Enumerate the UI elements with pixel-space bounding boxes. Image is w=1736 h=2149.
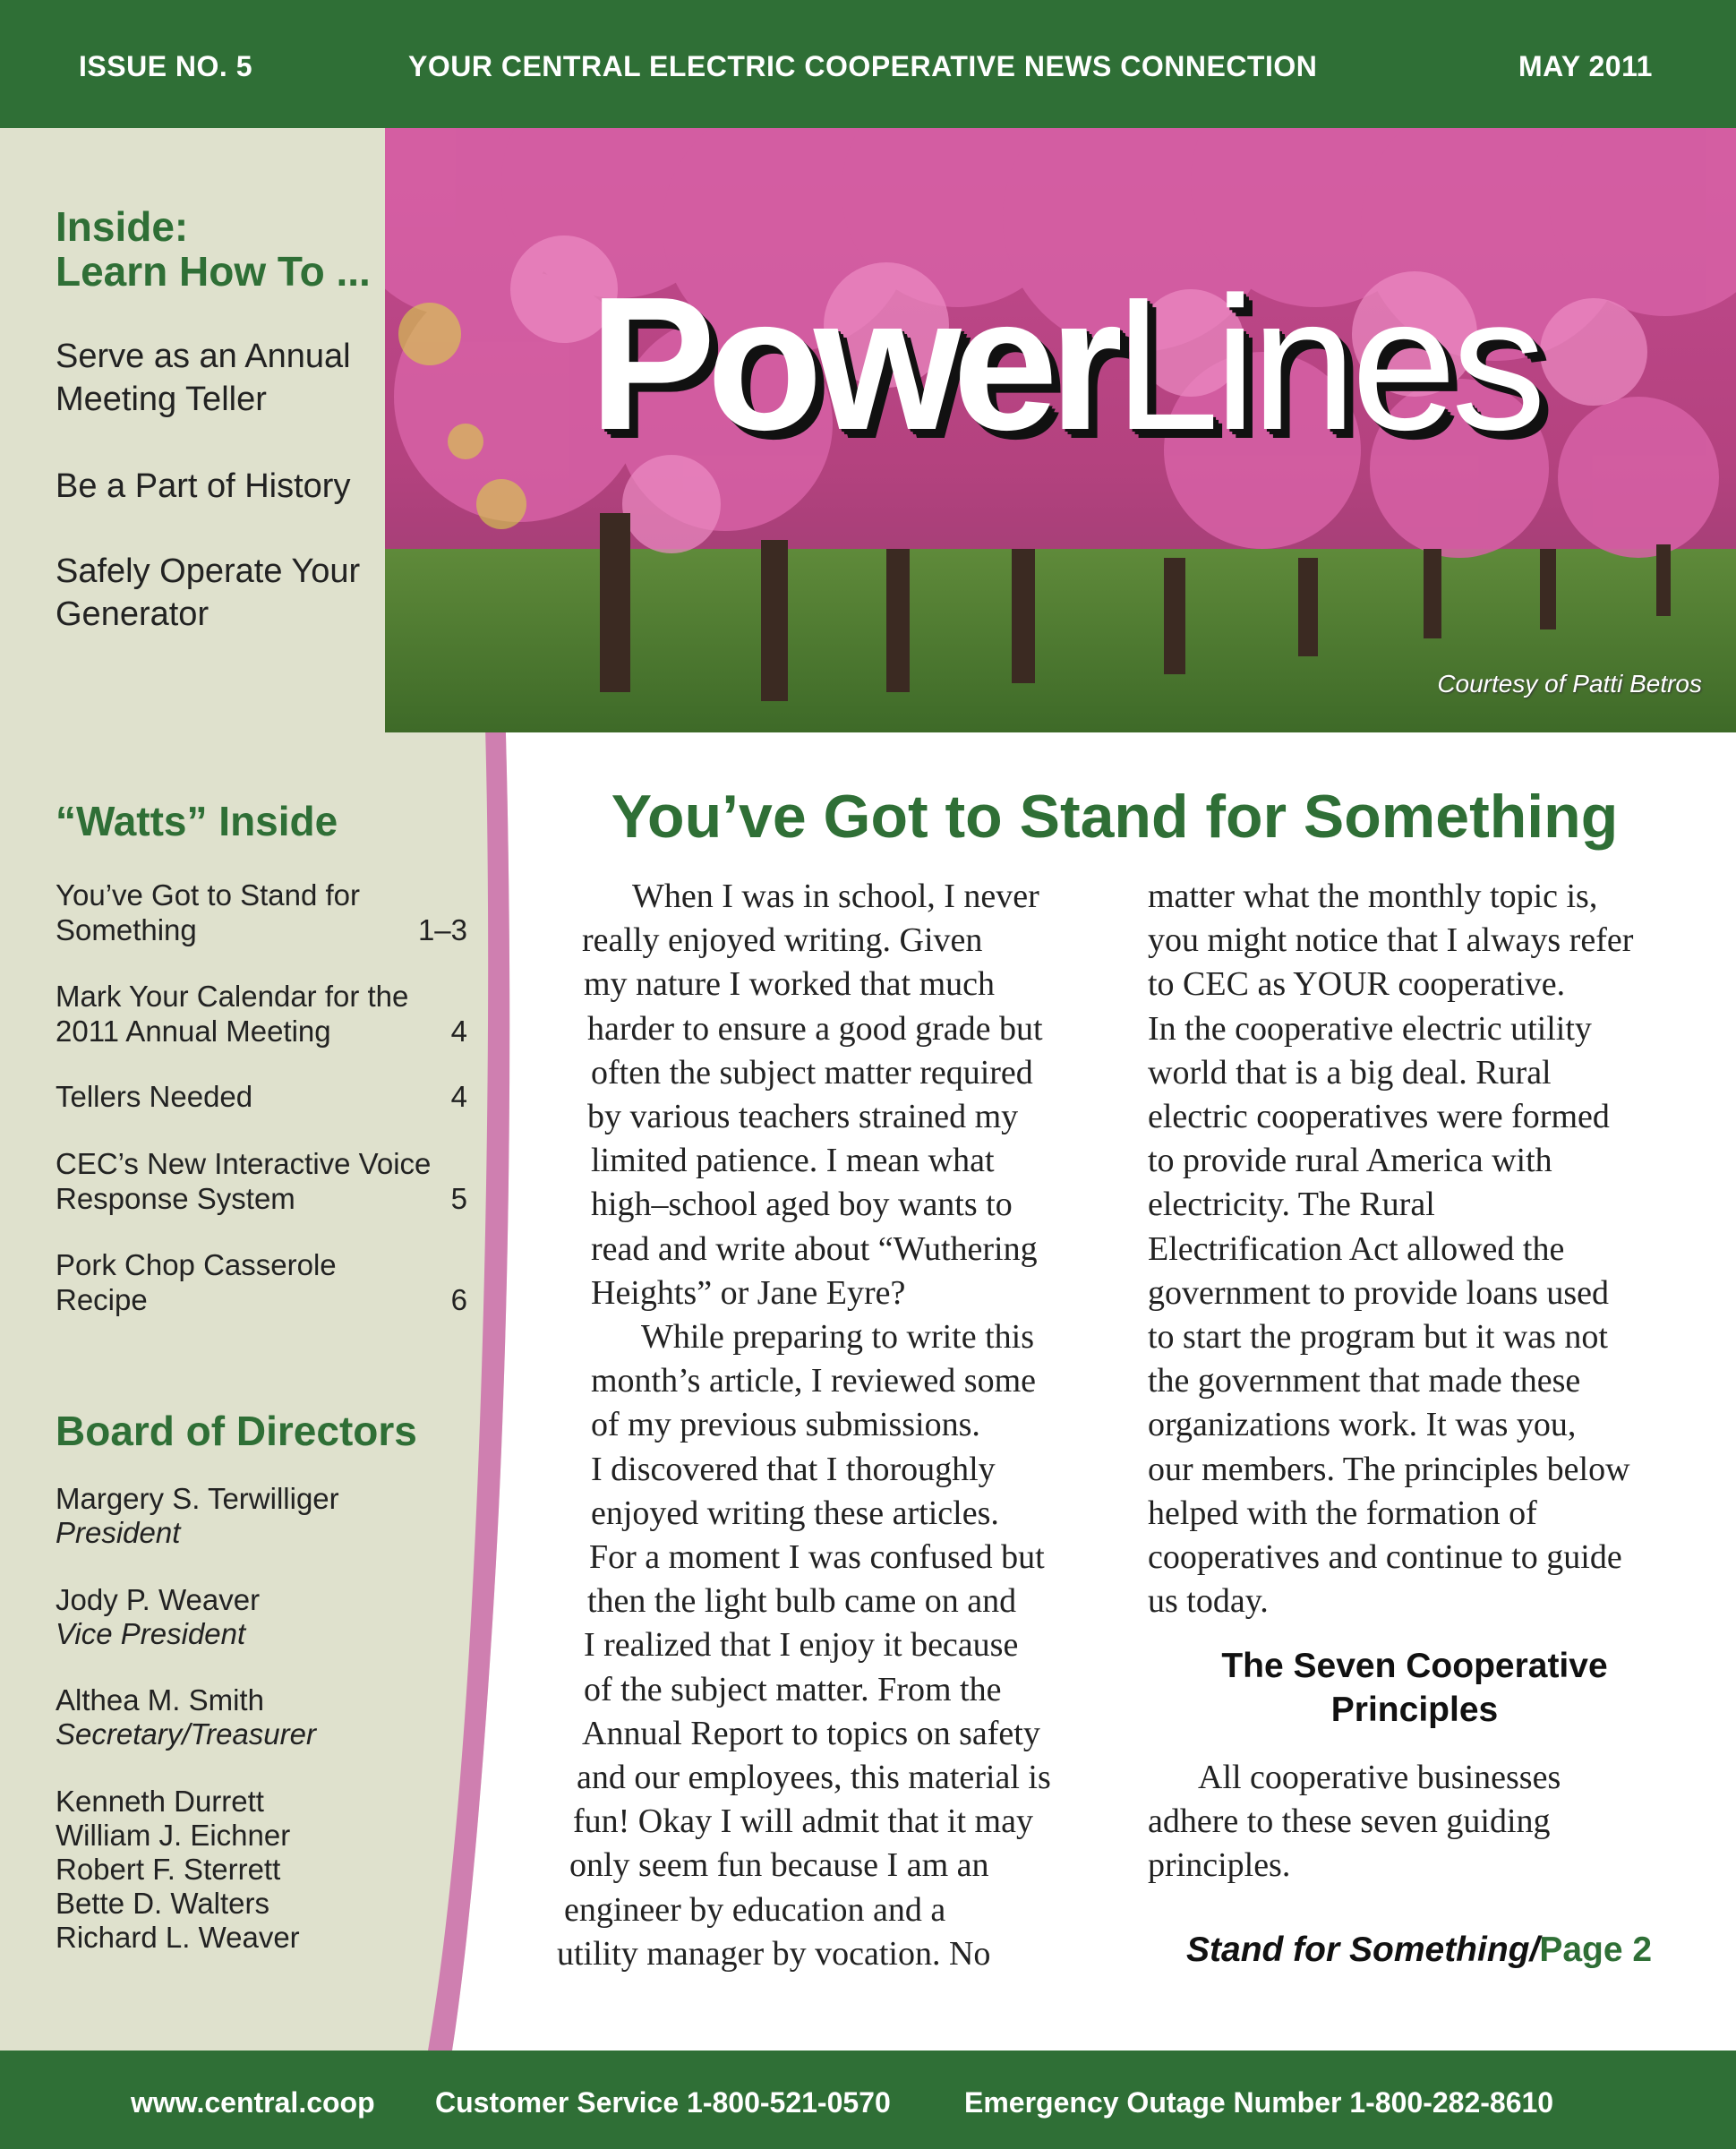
toc-item: You’ve Got to Stand for Something 1–3 (56, 878, 467, 946)
masthead-lines: Lines (1114, 257, 1542, 469)
continued-jump[interactable]: Stand for Something/Page 2 (1186, 1931, 1653, 1969)
learn-item: Safely Operate Your Generator (56, 552, 361, 633)
article-line: and our employees, this material is (577, 1759, 1051, 1797)
article-line: you might notice that I always refer (1148, 921, 1634, 960)
inside-heading: Inside: Learn How To ... (56, 203, 371, 295)
article-line: principles. (1148, 1846, 1291, 1885)
article-line: the government that made these (1148, 1362, 1581, 1400)
article-column-2-continued (1148, 1756, 1561, 1888)
article-line: For a moment I was confused but (589, 1538, 1045, 1577)
watts-inside-heading: “Watts” Inside (56, 798, 338, 844)
toc-item: Tellers Needed 4 (56, 1080, 467, 1113)
masthead (589, 257, 1542, 469)
article-line: I discovered that I thoroughly (591, 1450, 996, 1488)
article-headline: You’ve Got to Stand for Something (611, 783, 1619, 851)
article-column-2 (1148, 875, 1633, 1623)
article-line: then the light bulb came on and (587, 1582, 1017, 1621)
learn-item: Serve as an Annual Meeting Teller (56, 338, 351, 418)
article-line: of the subject matter. From the (584, 1670, 1002, 1708)
toc-item: CEC’s New Interactive Voice Response System 5 (56, 1147, 467, 1215)
issue-date: MAY 2011 (1518, 50, 1653, 82)
article-line: harder to ensure a good grade but (587, 1009, 1043, 1048)
board-heading: Board of Directors (56, 1408, 417, 1454)
toc-page: 4 (450, 1080, 467, 1113)
directors-list: Kenneth Durrett William J. Eichner Robert F. Sterrett Bette D. Walters Richard L. Weaver (56, 1785, 300, 1954)
article-line: In the cooperative electric utility (1148, 1009, 1592, 1048)
toc-page: 5 (450, 1182, 467, 1215)
director-officer: Margery S. Terwilliger President (56, 1482, 339, 1549)
article-line: enjoyed writing these articles. (591, 1494, 999, 1532)
article-line: matter what the monthly topic is, (1148, 878, 1598, 915)
article-line: month’s article, I reviewed some (591, 1362, 1037, 1400)
footer-bar (0, 2051, 1736, 2149)
toc-page: 1–3 (417, 913, 467, 946)
article-line: cooperatives and continue to guide (1148, 1538, 1622, 1577)
toc-item: Pork Chop Casserole Recipe 6 (56, 1248, 467, 1316)
article-line: world that is a big deal. Rural (1148, 1053, 1552, 1092)
article-line: fun! Okay I will admit that it may (573, 1802, 1033, 1841)
header-tagline: YOUR CENTRAL ELECTRIC COOPERATIVE NEWS CONNECTION (408, 50, 1318, 82)
article-line: I realized that I enjoy it because (584, 1626, 1019, 1665)
article-line: really enjoyed writing. Given (582, 921, 983, 960)
article-line: electricity. The Rural (1148, 1186, 1435, 1224)
toc-item: Mark Your Calendar for the 2011 Annual Meeting 4 (56, 980, 467, 1048)
article-line: electric cooperatives were formed (1148, 1098, 1610, 1136)
article-line: When I was in school, I never (632, 878, 1039, 915)
article-line: All cooperative businesses (1198, 1759, 1561, 1796)
issue-number: ISSUE NO. 5 (79, 50, 252, 82)
article-line: my nature I worked that much (584, 965, 996, 1004)
article-line: engineer by education and a (564, 1890, 946, 1929)
article-line: us today. (1148, 1582, 1269, 1621)
article-line: to provide rural America with (1148, 1142, 1552, 1180)
customer-service: Customer Service 1-800-521-0570 (435, 2086, 891, 2119)
article-line: utility manager by vocation. No (557, 1934, 991, 1973)
article-line: by various teachers strained my (587, 1098, 1019, 1136)
article-line: to start the program but it was not (1148, 1318, 1608, 1357)
header-bar (0, 0, 1736, 128)
director-officer: Althea M. Smith Secretary/Treasurer (56, 1683, 316, 1751)
toc-page: 6 (450, 1283, 467, 1316)
article-subhead: The Seven Cooperative Principles (1221, 1647, 1608, 1729)
article-line: While preparing to write this (641, 1318, 1034, 1357)
article-line: limited patience. I mean what (591, 1142, 995, 1180)
article-line: only seem fun because I am an (569, 1846, 989, 1885)
photo-credit: Courtesy of Patti Betros (1437, 670, 1702, 698)
article-column-1 (555, 875, 1051, 1976)
masthead-power: Power (589, 257, 1115, 469)
article-line: read and write about “Wuthering (591, 1229, 1038, 1268)
article-line: often the subject matter required (591, 1053, 1033, 1092)
article-line: to CEC as YOUR cooperative. (1148, 965, 1566, 1004)
article-line: of my previous submissions. (591, 1406, 980, 1444)
website-link[interactable]: www.central.coop (131, 2086, 375, 2119)
director-officer: Jody P. Weaver Vice President (56, 1583, 261, 1650)
article-line: helped with the formation of (1148, 1494, 1537, 1532)
article-line: adhere to these seven guiding (1148, 1802, 1551, 1841)
learn-item: Be a Part of History (56, 467, 351, 505)
emergency-number: Emergency Outage Number 1-800-282-8610 (964, 2086, 1554, 2119)
article-line: high–school aged boy wants to (591, 1186, 1013, 1224)
article-line: Annual Report to topics on safety (582, 1714, 1040, 1752)
jump-page: Page 2 (1539, 1931, 1653, 1969)
article-line: Electrification Act allowed the (1148, 1229, 1565, 1268)
article-line: Heights” or Jane Eyre? (591, 1273, 906, 1312)
article-line: our members. The principles below (1148, 1450, 1630, 1488)
article-line: organizations work. It was you, (1148, 1406, 1577, 1444)
article-line: government to provide loans used (1148, 1273, 1610, 1312)
toc-page: 4 (450, 1015, 467, 1048)
